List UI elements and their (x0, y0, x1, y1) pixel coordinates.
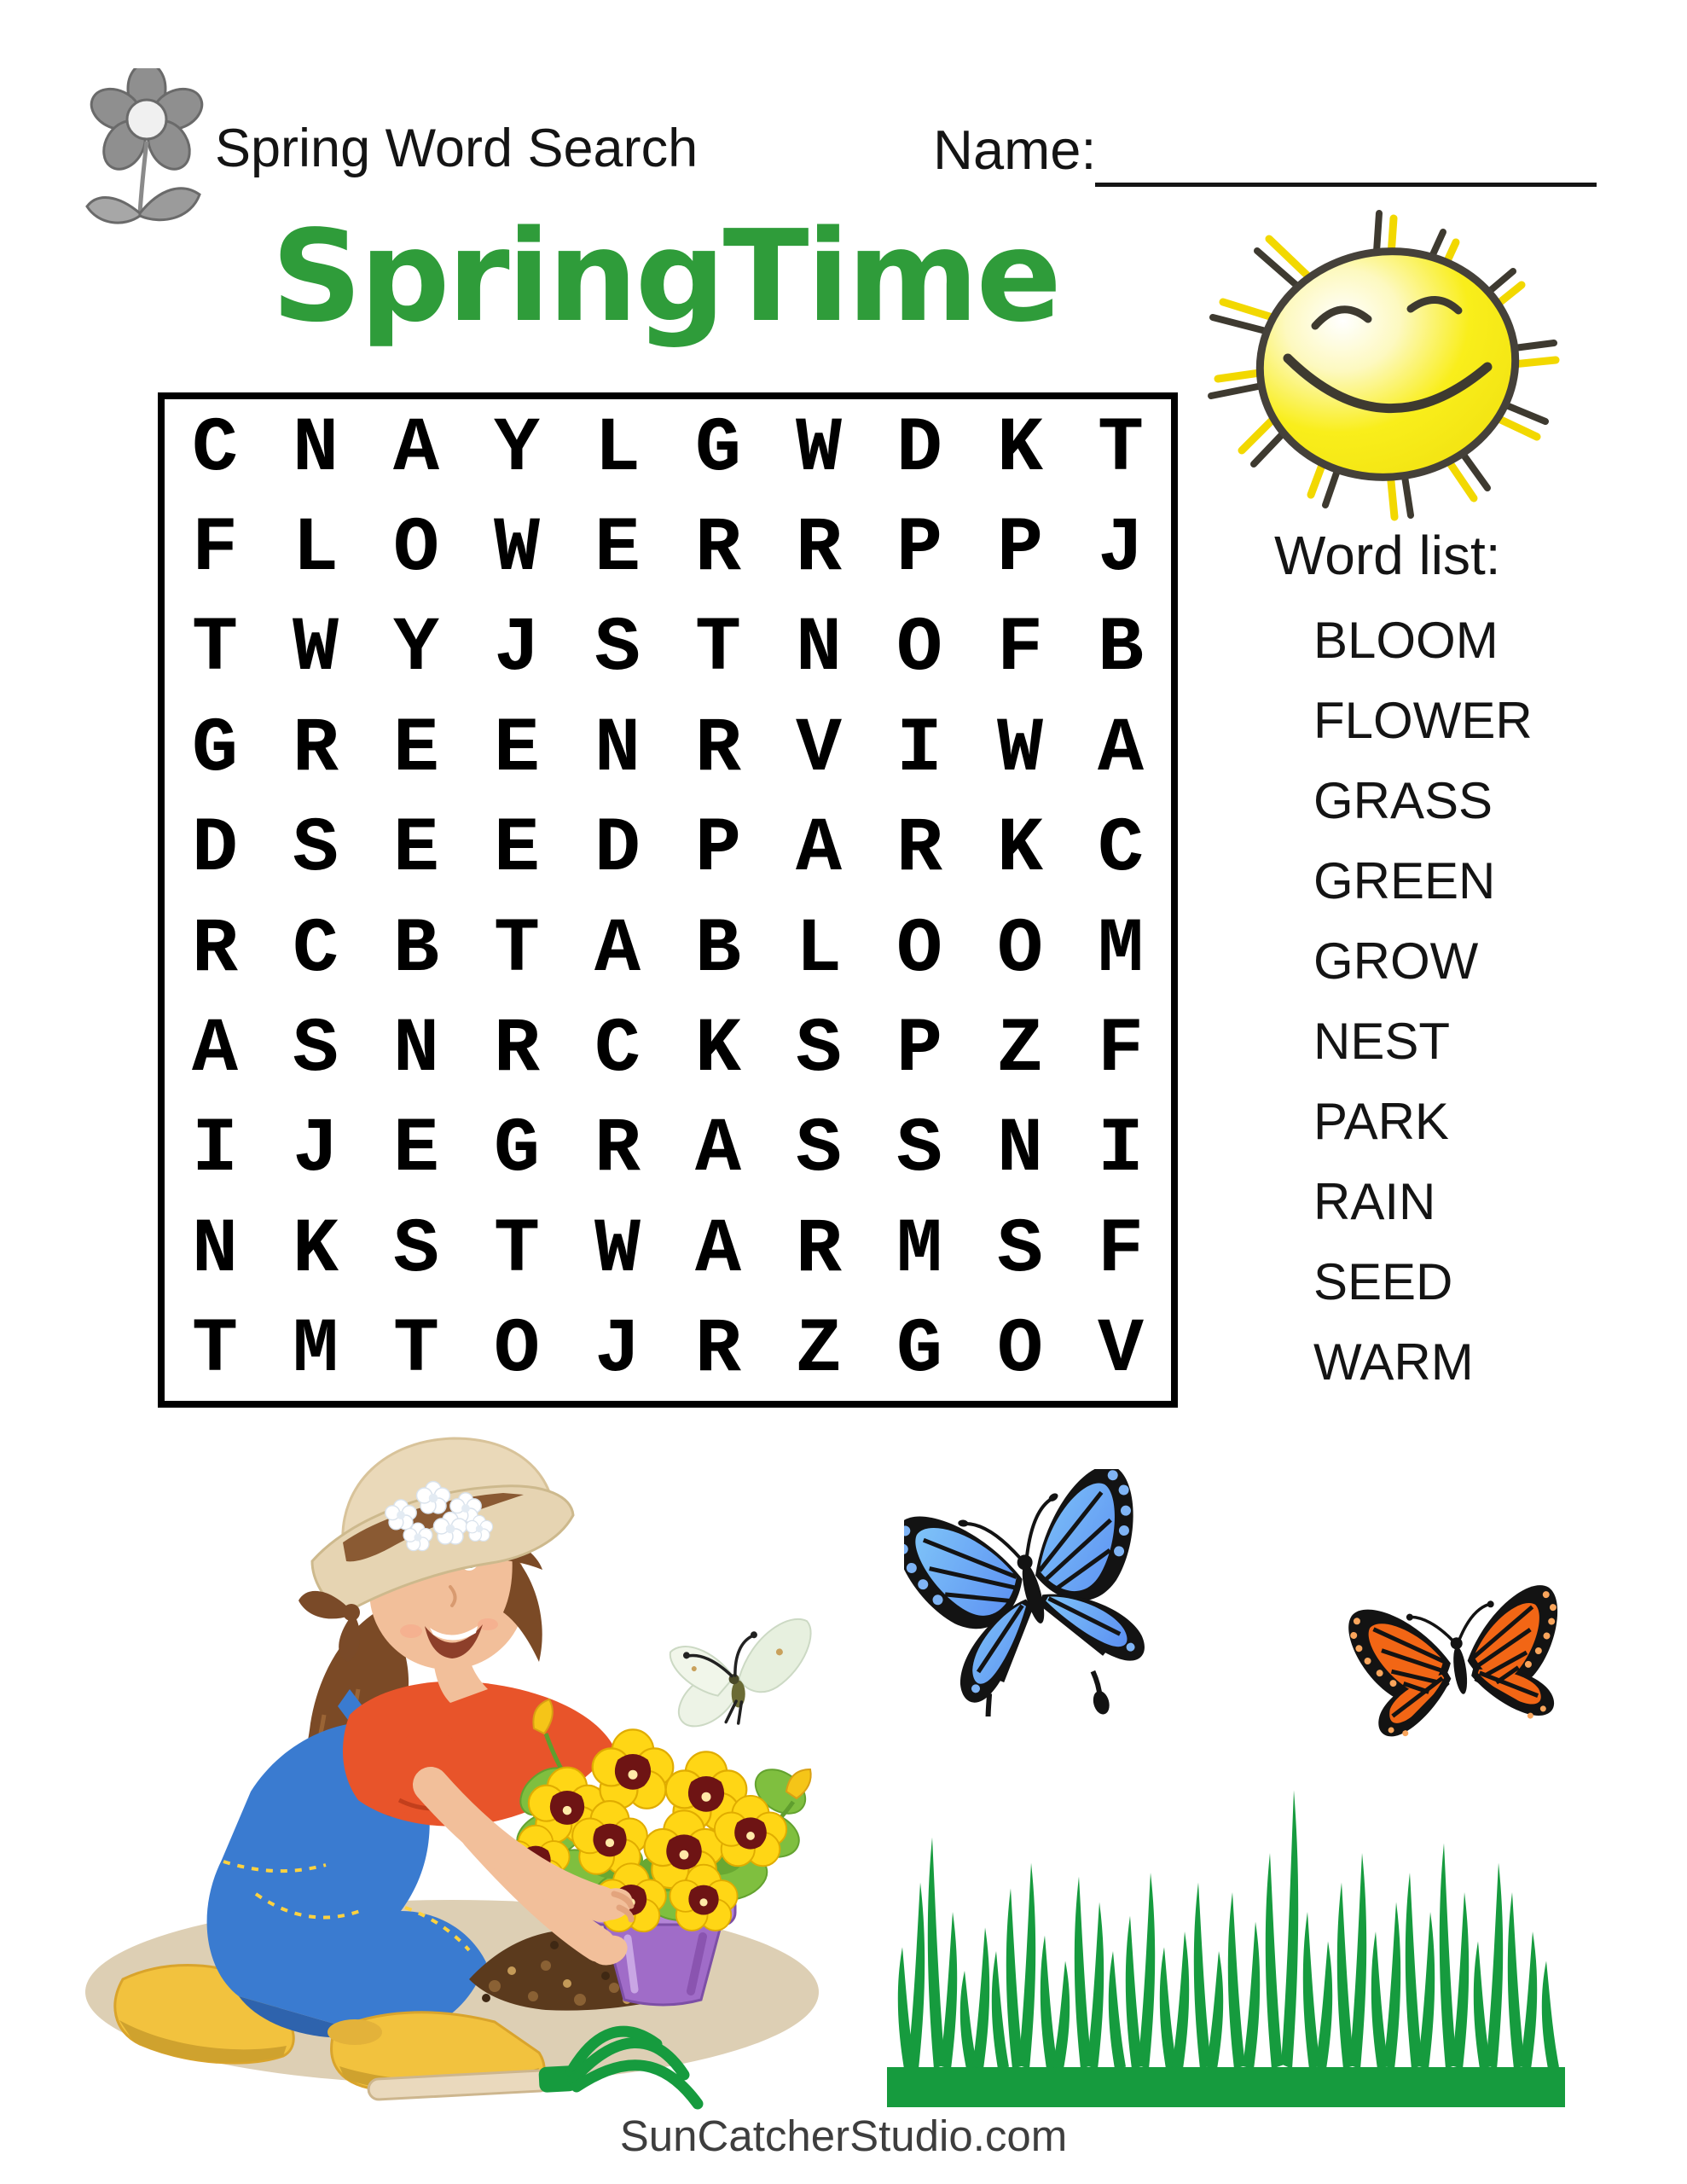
grid-cell: N (292, 405, 339, 493)
grid-cell: F (996, 606, 1043, 694)
grid-cell: A (191, 1007, 238, 1095)
grid-cell: N (392, 1007, 439, 1095)
grid-cell: R (594, 1107, 641, 1194)
grid-cell: S (795, 1107, 842, 1194)
grid-cell: W (292, 606, 339, 694)
grid-cell: R (896, 806, 942, 894)
grid-cell: E (392, 1107, 439, 1194)
footer-site-text: SunCatcherStudio.com (619, 2111, 1068, 2160)
grid-cell: Y (493, 405, 540, 493)
grid-cell: T (191, 1307, 238, 1395)
grid-cell: D (594, 806, 641, 894)
grid-cell: C (292, 906, 339, 994)
word-list-item: WARM (1313, 1333, 1474, 1391)
grid-cell: B (392, 906, 439, 994)
grid-cell: K (996, 405, 1043, 493)
grid-cell: E (392, 706, 439, 793)
word-list-item: GREEN (1313, 852, 1496, 909)
grid-cell: C (594, 1007, 641, 1095)
grid-cell: I (896, 706, 942, 793)
grid-cell: G (694, 405, 741, 493)
grid-cell: J (1097, 506, 1144, 594)
grid-cell: B (1097, 606, 1144, 694)
grid-cell: N (594, 706, 641, 793)
girl-planting-flowers-illustration (68, 1433, 836, 2116)
grid-cell: A (694, 1206, 741, 1294)
grid-cell: C (191, 405, 238, 493)
orange-monarch-butterfly-icon (1341, 1580, 1580, 1761)
grid-cell: G (191, 706, 238, 793)
grid-cell: O (896, 906, 942, 994)
grid-cell: F (191, 506, 238, 594)
grid-cell: O (996, 906, 1043, 994)
grid-cell: L (292, 506, 339, 594)
word-list-item: RAIN (1313, 1173, 1436, 1230)
grid-cell: R (493, 1007, 540, 1095)
grid-cell: S (896, 1107, 942, 1194)
grid-cell: L (594, 405, 641, 493)
word-list-item: NEST (1313, 1013, 1451, 1070)
grid-cell: R (795, 1206, 842, 1294)
word-list-item: FLOWER (1313, 692, 1533, 749)
grid-cell: P (694, 806, 741, 894)
grid-cell: A (392, 405, 439, 493)
grid-cell: S (292, 806, 339, 894)
grid-cell: D (191, 806, 238, 894)
grid-cell: Z (795, 1307, 842, 1395)
grid-cell: M (1097, 906, 1144, 994)
word-list (1313, 601, 1533, 1403)
grid-cell: J (292, 1107, 339, 1194)
grid-cell: F (1097, 1007, 1144, 1095)
name-label: Name: (933, 119, 1097, 181)
grid-cell: O (896, 606, 942, 694)
grid-cell: O (996, 1307, 1043, 1395)
grid-cell: T (694, 606, 741, 694)
grid-cell: K (292, 1206, 339, 1294)
grid-cell: Y (392, 606, 439, 694)
grid-cell: R (694, 506, 741, 594)
grid-cell: P (896, 1007, 942, 1095)
grid-cell: T (493, 1206, 540, 1294)
grid-cell: N (795, 606, 842, 694)
name-entry-line (1095, 130, 1597, 187)
grid-cell: W (795, 405, 842, 493)
grid-cell: R (191, 906, 238, 994)
grid-cell: W (594, 1206, 641, 1294)
grid-cell: I (191, 1107, 238, 1194)
word-list-heading: Word list: (1274, 525, 1501, 586)
grid-cell: N (191, 1206, 238, 1294)
grid-cell: O (493, 1307, 540, 1395)
grid-cell: T (493, 906, 540, 994)
grid-cell: O (392, 506, 439, 594)
grid-cell: J (594, 1307, 641, 1395)
grid-cell: E (392, 806, 439, 894)
grid-cell: S (594, 606, 641, 694)
grid-cell: S (292, 1007, 339, 1095)
grid-cell: G (493, 1107, 540, 1194)
grid-cell: W (493, 506, 540, 594)
grid-cell: Z (996, 1007, 1043, 1095)
grid-cell: V (1097, 1307, 1144, 1395)
grid-cell: B (694, 906, 741, 994)
grid-cell: D (896, 405, 942, 493)
grid-cell: S (392, 1206, 439, 1294)
grid-cell: V (795, 706, 842, 793)
grass-icon (866, 1779, 1586, 2111)
grid-cell: E (594, 506, 641, 594)
grid-cell: A (594, 906, 641, 994)
grid-cell: T (1097, 405, 1144, 493)
word-list-item: GROW (1313, 932, 1479, 990)
blue-butterfly-icon (904, 1469, 1160, 1716)
grid-cell: M (896, 1206, 942, 1294)
grid-cell: A (1097, 706, 1144, 793)
page-title: Spring Word Search (215, 119, 699, 178)
word-list-item: SEED (1313, 1253, 1453, 1310)
grid-cell: R (292, 706, 339, 793)
grid-cell: P (896, 506, 942, 594)
grid-cell: R (694, 706, 741, 793)
grid-cell: F (1097, 1206, 1144, 1294)
grid-cell: K (996, 806, 1043, 894)
grid-cell: N (996, 1107, 1043, 1194)
grid-cell: C (1097, 806, 1144, 894)
smiling-sun-icon (1187, 198, 1580, 539)
white-butterfly-icon (658, 1617, 825, 1740)
grid-cell: G (896, 1307, 942, 1395)
grid-cell: E (493, 806, 540, 894)
grid-cell: L (795, 906, 842, 994)
puzzle-title: SpringTime (271, 203, 1059, 350)
grid-cell: M (292, 1307, 339, 1395)
word-list-item: PARK (1313, 1093, 1449, 1150)
grid-cell: P (996, 506, 1043, 594)
grid-cell: I (1097, 1107, 1144, 1194)
grid-cell: R (694, 1307, 741, 1395)
grid-cell: A (795, 806, 842, 894)
word-search-grid (158, 392, 1178, 1408)
grid-cell: A (694, 1107, 741, 1194)
word-list-item: GRASS (1313, 772, 1493, 829)
grid-cell: S (795, 1007, 842, 1095)
grid-cell: J (493, 606, 540, 694)
grid-cell: S (996, 1206, 1043, 1294)
grid-cell: T (392, 1307, 439, 1395)
word-list-item: BLOOM (1313, 612, 1499, 669)
grid-cell: E (493, 706, 540, 793)
grid-cell: R (795, 506, 842, 594)
grid-cell: W (996, 706, 1043, 793)
grid-cell: T (191, 606, 238, 694)
grid-cell: K (694, 1007, 741, 1095)
